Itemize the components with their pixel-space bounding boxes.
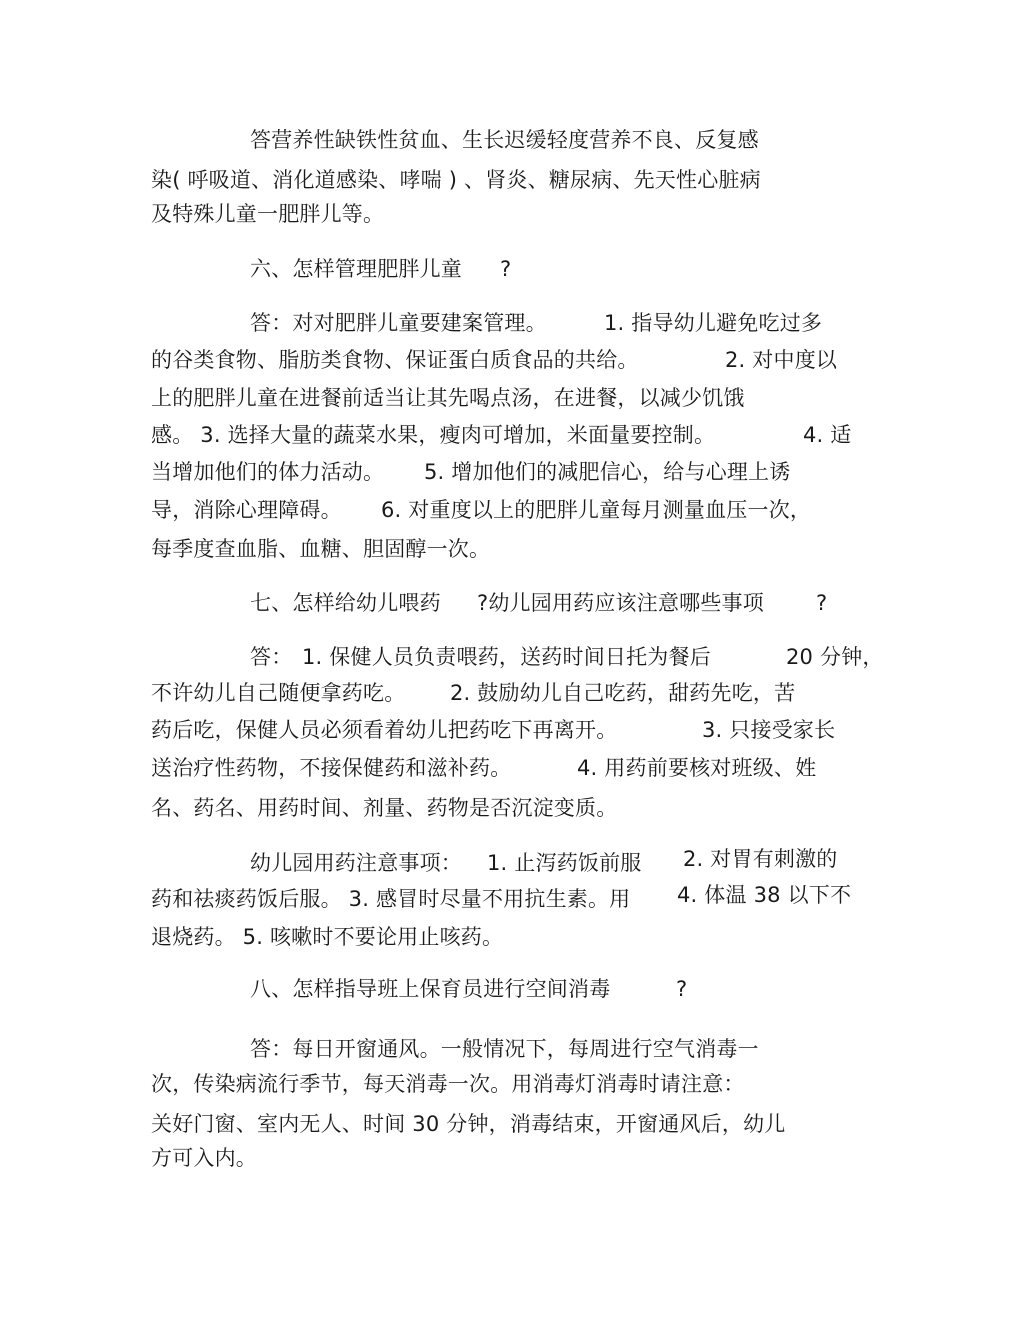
answer6-line4b: 4. 适 bbox=[803, 423, 852, 447]
answer5-line2: 染( 呼吸道、消化道感染、哮喘 ) 、肾炎、糖尿病、先天性心脏病 bbox=[151, 168, 761, 192]
notes7-line2a: 药和祛痰药饭后服。 3. 感冒时尽量不用抗生素。用 bbox=[151, 887, 631, 911]
answer5-line3: 及特殊儿童一肥胖儿等。 bbox=[151, 202, 385, 226]
answer6-line4a: 感。 3. 选择大量的蔬菜水果，瘦肉可增加，米面量要控制。 bbox=[151, 423, 716, 447]
answer6-line1a: 答：对对肥胖儿童要建案管理。 bbox=[250, 311, 547, 335]
question7-title: 七、怎样给幼儿喂药 bbox=[250, 591, 441, 615]
answer6-line5a: 当增加他们的体力活动。 bbox=[151, 460, 385, 484]
question6-mark: ? bbox=[500, 257, 512, 281]
answer7-line4a: 送治疗性药物，不接保健药和滋补药。 bbox=[151, 756, 512, 780]
answer6-line2b: 2. 对中度以 bbox=[725, 348, 838, 372]
answer8-line2: 次，传染病流行季节，每天消毒一次。用消毒灯消毒时请注意： bbox=[151, 1072, 745, 1096]
answer8-line4: 方可入内。 bbox=[151, 1146, 257, 1170]
answer7-line4b: 4. 用药前要核对班级、姓 bbox=[577, 756, 817, 780]
answer7-line1a: 答： bbox=[250, 645, 293, 669]
answer7-line3a: 药后吃，保健人员必须看着幼儿把药吃下再离开。 bbox=[151, 718, 618, 742]
question7-mark: ? bbox=[816, 591, 828, 615]
answer8-line1: 答：每日开窗通风。一般情况下，每周进行空气消毒一 bbox=[250, 1037, 759, 1061]
answer8-line3: 关好门窗、室内无人、时间 30 分钟，消毒结束，开窗通风后，幼儿 bbox=[151, 1112, 786, 1136]
answer7-line1b: 1. 保健人员负责喂药，送药时间日托为餐后 bbox=[302, 645, 711, 669]
notes7-line2b: 4. 体温 38 以下不 bbox=[677, 883, 852, 907]
notes7-line1a: 幼儿园用药注意事项： bbox=[250, 851, 462, 875]
question6-title: 六、怎样管理肥胖儿童 bbox=[250, 257, 462, 281]
answer7-line2a: 不许幼儿自己随便拿药吃。 bbox=[151, 681, 406, 705]
answer6-line7: 每季度查血脂、血糖、胆固醇一次。 bbox=[151, 537, 491, 561]
answer5-line1: 答营养性缺铁性贫血、生长迟缓轻度营养不良、反复感 bbox=[250, 128, 759, 152]
answer6-line5b: 5. 增加他们的减肥信心，给与心理上诱 bbox=[424, 460, 791, 484]
answer7-line1c: 20 分钟， bbox=[786, 645, 884, 669]
question8-mark: ? bbox=[676, 977, 688, 1001]
answer6-line1b: 1. 指导幼儿避免吃过多 bbox=[604, 311, 823, 335]
notes7-line1c: 2. 对胃有刺激的 bbox=[683, 847, 838, 871]
question8-title: 八、怎样指导班上保育员进行空间消毒 bbox=[250, 977, 611, 1001]
answer6-line3: 上的肥胖儿童在进餐前适当让其先喝点汤，在进餐，以减少饥饿 bbox=[151, 386, 745, 410]
answer7-line5: 名、药名、用药时间、剂量、药物是否沉淀变质。 bbox=[151, 796, 618, 820]
question7-title2: ?幼儿园用药应该注意哪些事项 bbox=[477, 591, 764, 615]
notes7-line1b: 1. 止泻药饭前服 bbox=[487, 851, 642, 875]
answer6-line6b: 6. 对重度以上的肥胖儿童每月测量血压一次， bbox=[381, 498, 812, 522]
answer6-line2a: 的谷类食物、脂肪类食物、保证蛋白质食品的共给。 bbox=[151, 348, 639, 372]
answer7-line2b: 2. 鼓励幼儿自己吃药，甜药先吃，苦 bbox=[450, 681, 796, 705]
answer7-line3b: 3. 只接受家长 bbox=[702, 718, 836, 742]
answer6-line6a: 导，消除心理障碍。 bbox=[151, 498, 342, 522]
notes7-line3: 退烧药。 5. 咳嗽时不要论用止咳药。 bbox=[151, 925, 504, 949]
